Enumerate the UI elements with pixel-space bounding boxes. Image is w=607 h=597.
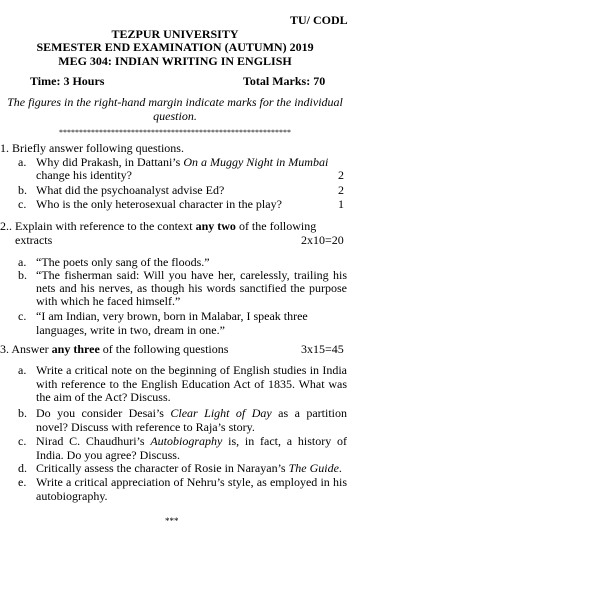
q2b-text: “The fisherman said: Will you have her, carelessly, trailing his bbox=[36, 268, 347, 282]
q3-heading: 3. Answer any three of the following questions bbox=[0, 342, 229, 356]
q1-heading: 1. Briefly answer following questions. bbox=[0, 141, 184, 155]
course-title: MEG 304: INDIAN WRITING IN ENGLISH bbox=[58, 54, 292, 68]
q2b-text: nets and his nerves, as though his words sanctified the purpose bbox=[36, 281, 347, 295]
item-letter: c. bbox=[18, 434, 27, 448]
q1a-text-cont: change his identity? bbox=[36, 168, 132, 182]
item-letter: c. bbox=[18, 197, 27, 211]
item-letter: b. bbox=[18, 268, 27, 282]
q1c-text: Who is the only heterosexual character in the play? bbox=[36, 197, 282, 211]
q2-heading: 2.. Explain with reference to the context any two of the following bbox=[0, 219, 317, 233]
q2-marks: 2x10=20 bbox=[301, 233, 344, 247]
q2-heading-cont: extracts bbox=[15, 233, 53, 247]
exam-title: SEMESTER END EXAMINATION (AUTUMN) 2019 bbox=[36, 40, 314, 54]
q3a-text: with reference to the English Education Act of 1835. What was bbox=[36, 377, 347, 391]
total-marks: Total Marks: 70 bbox=[243, 74, 326, 88]
q3c-text: India. Do you agree? Discuss. bbox=[36, 448, 180, 462]
q3c-text: Nirad C. Chaudhuri’s Autobiography is, in fact, a history of bbox=[36, 434, 347, 448]
q1a-text: Why did Prakash, in Dattani’s On a Muggy Night in Mumbai bbox=[36, 155, 329, 169]
q1a-marks: 2 bbox=[338, 168, 344, 182]
item-letter: a. bbox=[18, 255, 27, 269]
q2b-text: with which he faced himself.” bbox=[36, 294, 181, 308]
item-letter: b. bbox=[18, 183, 27, 197]
item-letter: c. bbox=[18, 309, 27, 323]
item-letter: d. bbox=[18, 461, 27, 475]
q3b-text: novel? Discuss with reference to Raja’s story. bbox=[36, 420, 255, 434]
separator-stars: ********************************************************** bbox=[59, 128, 291, 137]
q3b-text: Do you consider Desai’s Clear Light of Day as a partition bbox=[36, 406, 347, 420]
q3a-text: Write a critical note on the beginning of English studies in India bbox=[36, 363, 347, 377]
university-name: TEZPUR UNIVERSITY bbox=[111, 27, 239, 41]
q3a-text: the aim of the Act? Discuss. bbox=[36, 390, 171, 404]
q3e-text: Write a critical appreciation of Nehru’s style, as employed in his bbox=[36, 475, 347, 489]
instruction-cont: question. bbox=[153, 109, 197, 123]
instruction: The figures in the right-hand margin indicate marks for the individual bbox=[7, 95, 343, 109]
q3d-text: Critically assess the character of Rosie in Narayan’s The Guide. bbox=[36, 461, 342, 475]
q3-marks: 3x15=45 bbox=[301, 342, 344, 356]
time-allowed: Time: 3 Hours bbox=[30, 74, 105, 88]
item-letter: e. bbox=[18, 475, 27, 489]
q2a-text: “The poets only sang of the floods.” bbox=[36, 255, 210, 269]
item-letter: b. bbox=[18, 406, 27, 420]
department-code: TU/ CODL bbox=[290, 13, 348, 27]
q1c-marks: 1 bbox=[338, 197, 344, 211]
q2c-text: “I am Indian, very brown, born in Malabar, I speak three bbox=[36, 309, 308, 323]
q2c-text: languages, write in two, dream in one.” bbox=[36, 323, 225, 337]
q1b-text: What did the psychoanalyst advise Ed? bbox=[36, 183, 225, 197]
q1b-marks: 2 bbox=[338, 183, 344, 197]
end-marker: *** bbox=[165, 516, 179, 526]
q3e-text: autobiography. bbox=[36, 489, 108, 503]
item-letter: a. bbox=[18, 155, 27, 169]
item-letter: a. bbox=[18, 363, 27, 377]
